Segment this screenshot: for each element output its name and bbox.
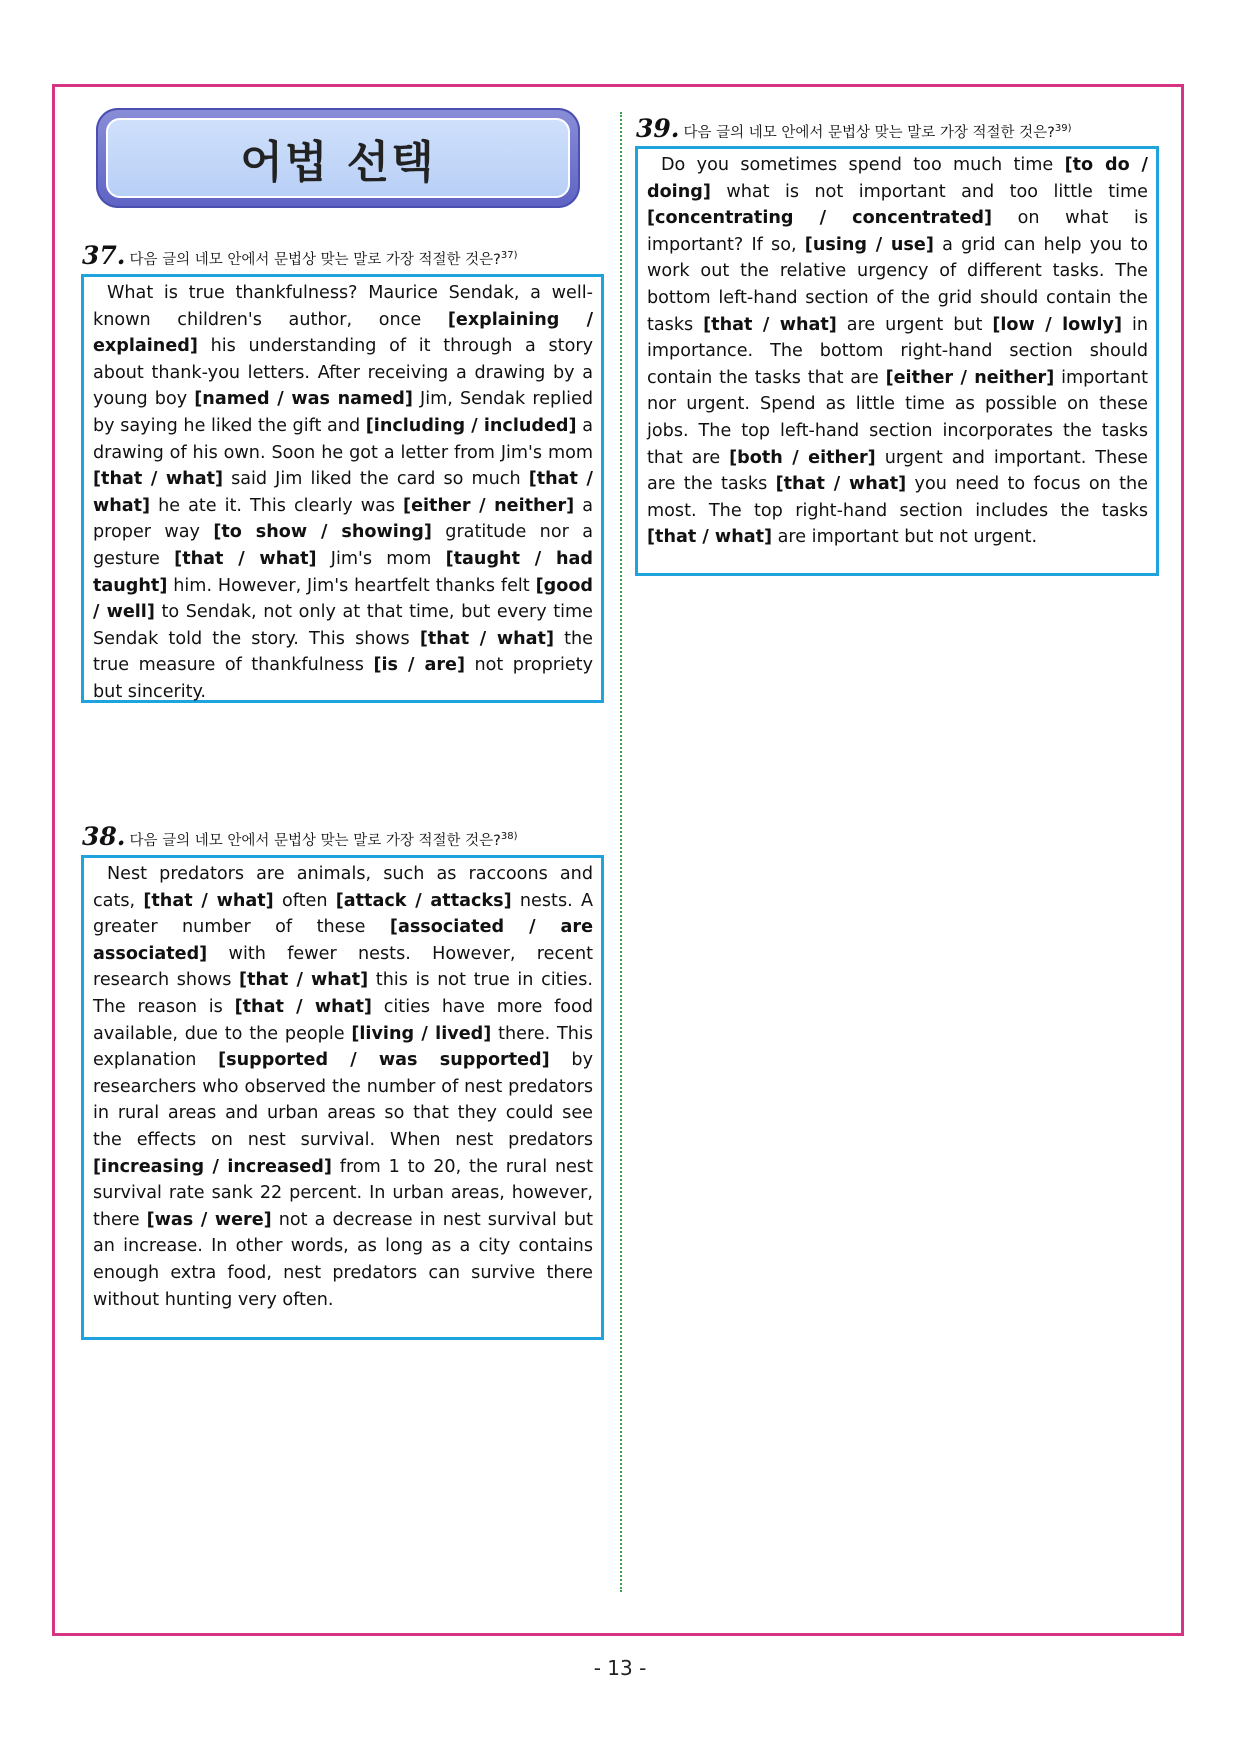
choice-bracket: [is / are]	[373, 655, 465, 676]
choice-bracket: [that / what]	[174, 548, 317, 569]
passage-segment: this is not true in cities. The reason is	[93, 970, 594, 1017]
choice-bracket: [that / what]	[419, 628, 554, 649]
choice-bracket: [was / were]	[146, 1209, 272, 1230]
question-number: 37.	[82, 241, 126, 270]
choice-bracket: [explaining / explained]	[93, 309, 594, 357]
choice-bracket: [good / well]	[93, 575, 593, 623]
passage-segment: there. This explanation	[93, 1023, 593, 1071]
passage-segment: on what is important? If so,	[647, 208, 1148, 255]
choice-bracket: [that / what]	[703, 314, 837, 335]
page-title: 어법 선택	[106, 118, 570, 198]
choice-bracket: [increasing / increased]	[93, 1156, 332, 1177]
passage-segment: what is not important and too little time	[710, 181, 1148, 202]
choice-bracket: [either / neither]	[885, 367, 1055, 388]
passage-segment: Nest predators are animals, such as raccoons and cats,	[93, 864, 593, 911]
passage-segment: gratitude nor a gesture	[93, 522, 593, 569]
page-number: - 13 -	[593, 1656, 647, 1680]
choice-bracket: [including / included]	[365, 415, 577, 436]
column-divider	[620, 112, 622, 1592]
choice-bracket: [low / lowly]	[992, 314, 1123, 335]
choice-bracket: [that / what]	[239, 970, 369, 991]
choice-bracket: [either / neither]	[403, 495, 575, 516]
choice-bracket: [concentrating / concentrated]	[647, 208, 993, 229]
passage-segment: urgent and important. These are the tasks	[647, 447, 1149, 495]
question-prompt: 다음 글의 네모 안에서 문법상 맞는 말로 가장 적절한 것은?	[129, 833, 501, 849]
footnote-marker: 39)	[1054, 123, 1072, 135]
choice-bracket: [using / use]	[804, 234, 934, 255]
passage-segment: Do you sometimes spend too much time	[661, 155, 1065, 175]
passage-text	[93, 280, 593, 706]
choice-bracket: [that / what]	[234, 996, 372, 1017]
passage-segment: a grid can help you to work out the relative urgency of different tasks. The bottom left-hand section of the grid should contain the tasks	[647, 234, 1148, 335]
passage-box-39	[635, 146, 1159, 576]
passage-box-38	[81, 855, 604, 1340]
passage-segment: often	[273, 890, 336, 911]
footnote-marker: 38)	[500, 831, 518, 843]
footnote-marker: 37)	[500, 250, 518, 262]
choice-bracket: [that / what]	[143, 890, 274, 911]
title-banner	[96, 108, 580, 208]
passage-text	[93, 861, 593, 1313]
passage-segment: nests. A greater number of these	[93, 890, 593, 938]
passage-segment: him. However, Jim's heartfelt thanks felt	[167, 575, 536, 596]
passage-segment: important nor urgent. Spend as little time as possible on these jobs. The top left-hand section incorporates the tasks that are	[647, 367, 1148, 468]
choice-bracket: [associated / are associated]	[93, 917, 594, 964]
question-number: 38.	[82, 822, 126, 851]
choice-bracket: [to show / showing]	[213, 522, 432, 543]
passage-segment: you need to focus on the most. The top right-hand section includes the tasks	[647, 474, 1148, 521]
choice-bracket: [to do / doing]	[647, 155, 1148, 202]
passage-segment: cities have more food available, due to the people	[93, 996, 593, 1044]
passage-segment: by researchers who observed the number of nest predators in rural areas and urban areas so that they could see the effects on nest survival. When nest predators	[93, 1050, 593, 1150]
passage-segment: a drawing of his own. Soon he got a letter from Jim's mom	[93, 415, 593, 463]
question-prompt: 다음 글의 네모 안에서 문법상 맞는 말로 가장 적절한 것은?	[683, 125, 1055, 141]
choice-bracket: [that / what]	[647, 527, 773, 548]
question-header-39	[636, 114, 1071, 143]
passage-segment: to Sendak, not only at that time, but every time Sendak told the story. This shows	[93, 602, 593, 649]
choice-bracket: [both / either]	[729, 447, 876, 468]
question-number: 39.	[636, 114, 680, 143]
question-header-38	[82, 822, 517, 851]
passage-segment: a proper way	[93, 495, 593, 543]
passage-box-37	[81, 274, 604, 703]
passage-text	[647, 152, 1148, 551]
choice-bracket: [attack / attacks]	[335, 890, 512, 911]
passage-segment: Jim's mom	[316, 548, 446, 569]
choice-bracket: [that / what]	[93, 469, 224, 490]
passage-segment: not propriety but sincerity.	[93, 655, 593, 702]
choice-bracket: [named / was named]	[194, 389, 413, 410]
passage-segment: Jim, Sendak replied by saying he liked the gift and	[93, 389, 593, 436]
choice-bracket: [supported / was supported]	[218, 1050, 550, 1071]
choice-bracket: [that / what]	[93, 469, 593, 516]
passage-segment: from 1 to 20, the rural nest survival rate sank 22 percent. In urban areas, however, there	[93, 1156, 593, 1230]
choice-bracket: [living / lived]	[351, 1023, 492, 1044]
passage-segment: said Jim liked the card so much	[223, 469, 529, 490]
passage-segment: are urgent but	[836, 314, 993, 335]
passage-segment: the true measure of thankfulness	[93, 628, 594, 676]
passage-segment: not a decrease in nest survival but an increase. In other words, as long as a city contains enough extra food, nest predators can survive there without hunting very often.	[93, 1209, 594, 1310]
passage-segment: with fewer nests. However, recent research shows	[93, 943, 593, 991]
passage-segment: in importance. The bottom right-hand section should contain the tasks that are	[647, 314, 1148, 388]
choice-bracket: [taught / had taught]	[93, 548, 593, 596]
passage-segment: he ate it. This clearly was	[150, 495, 404, 516]
passage-segment: What is true thankfulness? Maurice Sendak, a well-known children's author, once	[93, 283, 593, 330]
question-header-37	[82, 241, 517, 270]
question-prompt: 다음 글의 네모 안에서 문법상 맞는 말로 가장 적절한 것은?	[129, 252, 501, 268]
passage-segment: his understanding of it through a story about thank-you letters. After receiving a drawing by a young boy	[93, 336, 593, 410]
choice-bracket: [that / what]	[775, 474, 907, 495]
passage-segment: are important but not urgent.	[772, 527, 1038, 548]
